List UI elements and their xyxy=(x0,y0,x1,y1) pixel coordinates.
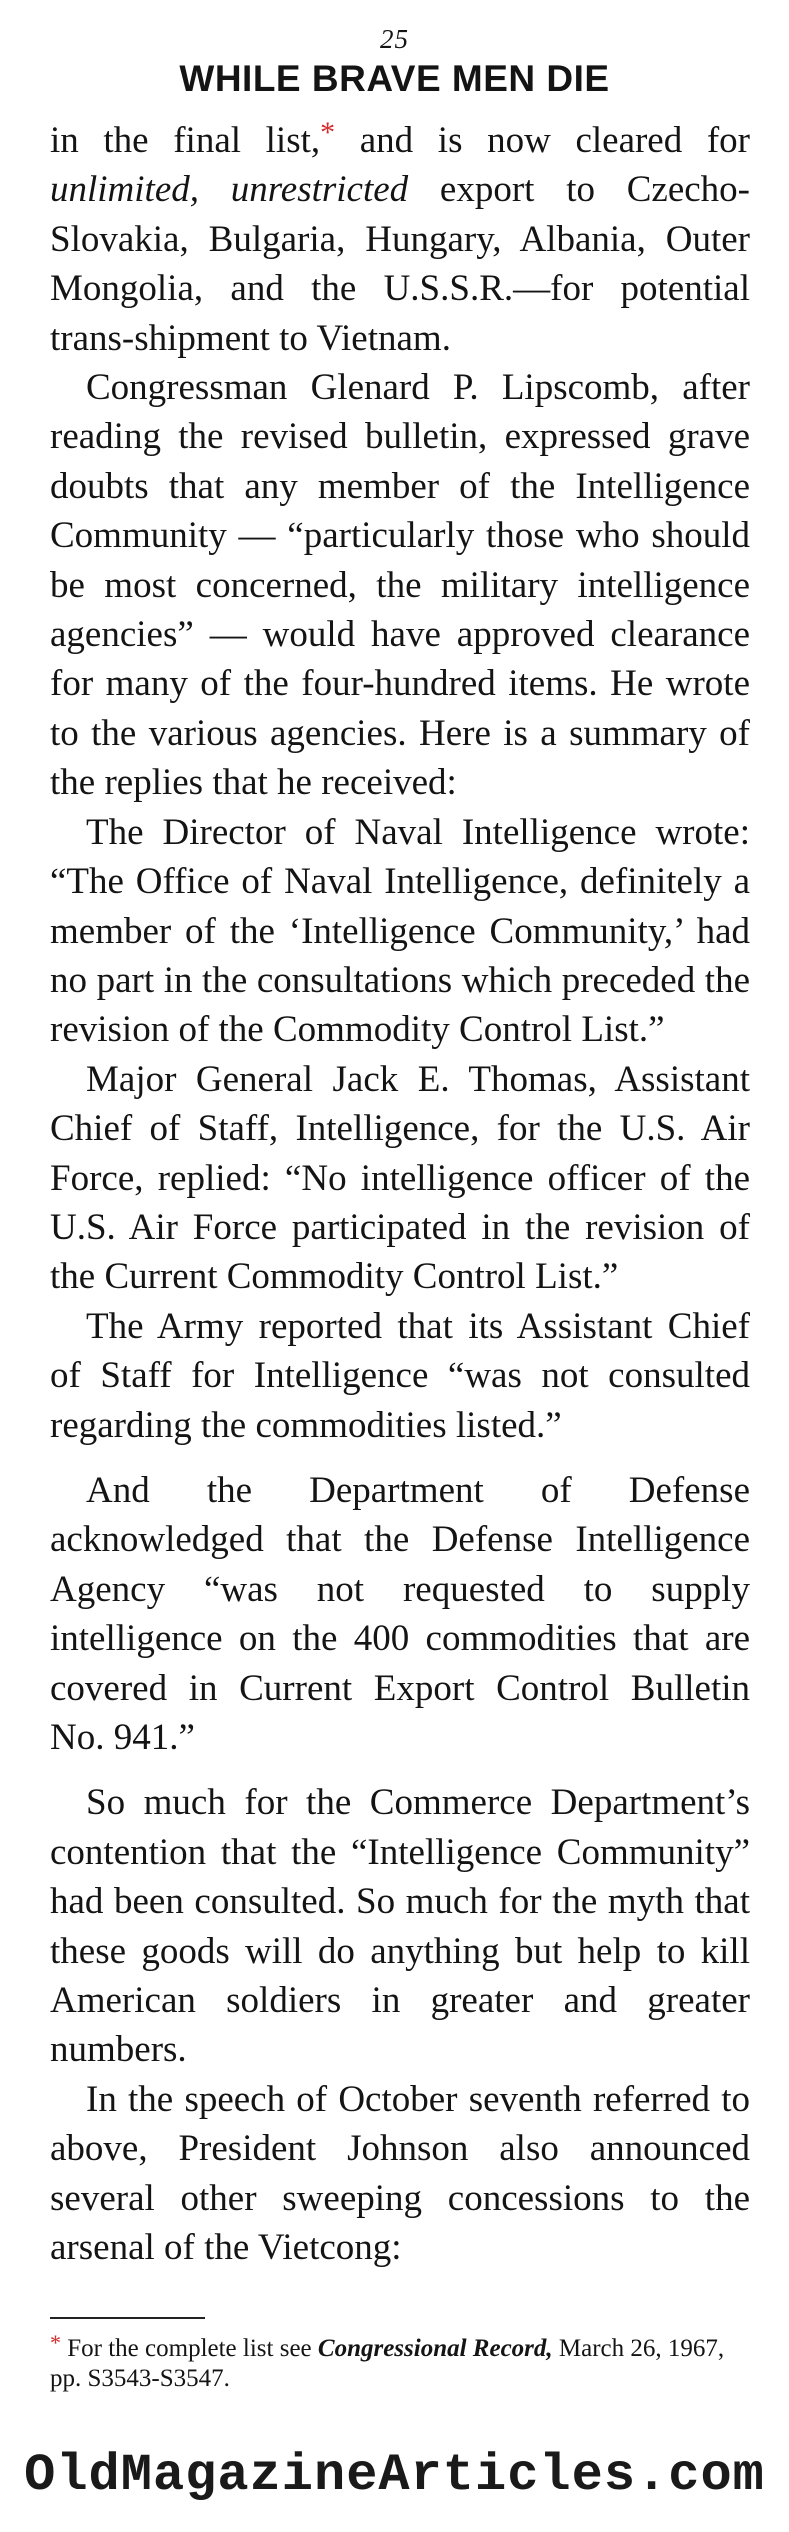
paragraph: And the Department of Defense acknowledged that the Defense Intelligence Agency “was not requested to supply intelligence on the 400 commodities that are covered in Current Export Control Bulletin No. 941.” xyxy=(50,1469,750,1758)
footnote-text: For the complete list see xyxy=(61,2335,318,2362)
page-title: WHILE BRAVE MEN DIE xyxy=(179,58,610,99)
article-body xyxy=(50,108,750,2272)
footnote xyxy=(50,2328,750,2394)
paragraph: So much for the Commerce Department’s contention that the “Intelligence Community” had been consulted. So much for the myth that these goods will do anything but help to kill American soldiers in greater and greater numbers. xyxy=(50,1782,750,2071)
paragraph: The Army reported that its Assistant Chief of Staff for Intelligence “was not consulted regarding the commodities listed.” xyxy=(50,1305,750,1446)
paragraph-text: export to Czecho-Slovakia, Bulgaria, Hungary, Albania, Outer Mongolia, and the U.S.S.R.—for potential trans-shipment to Vietnam. xyxy=(50,169,750,359)
footnote-divider xyxy=(50,2317,205,2319)
paragraph: In the speech of October seventh referred to above, President Johnson also announced several other sweeping concessions to the arsenal of the Vietcong: xyxy=(50,2078,750,2269)
footnote-marker: * xyxy=(320,116,336,149)
watermark: OldMagazineArticles.com xyxy=(24,2446,765,2505)
paragraph: The Director of Naval Intelligence wrote: “The Office of Naval Intelligence, definitely a member of the ‘Intelligence Community,’ had no part in the consultations which preceded the revision of the Commodity Control List.” xyxy=(50,811,750,1051)
paragraph-text: and is now cleared for xyxy=(335,120,750,161)
footnote-source: Congressional Record, xyxy=(317,2335,553,2362)
paragraph xyxy=(50,108,750,363)
paragraph: Major General Jack E. Thomas, Assistant Chief of Staff, Intelligence, for the U.S. Air Force, replied: “No intelligence officer of the U.S. Air Force participated in the revision of the Current Commodity Control List.” xyxy=(50,1058,750,1298)
footnote-marker: * xyxy=(50,2330,61,2355)
paragraph: Congressman Glenard P. Lipscomb, after reading the revised bulletin, expressed grave doubts that any member of the Intelligence Community — “particularly those who should be most concerned, the military intelligence agencies” — would have approved clearance for many of the four-hundred items. He wrote to the various agencies. Here is a summary of the replies that he received: xyxy=(50,367,750,804)
paragraph-text: in the final list, xyxy=(50,120,321,161)
footnote-text: March 26, 1967, pp. S3543-S3547. xyxy=(50,2335,725,2392)
emphasis-text: unlimited, unrestricted xyxy=(50,169,409,211)
page-number: 25 xyxy=(380,24,409,54)
